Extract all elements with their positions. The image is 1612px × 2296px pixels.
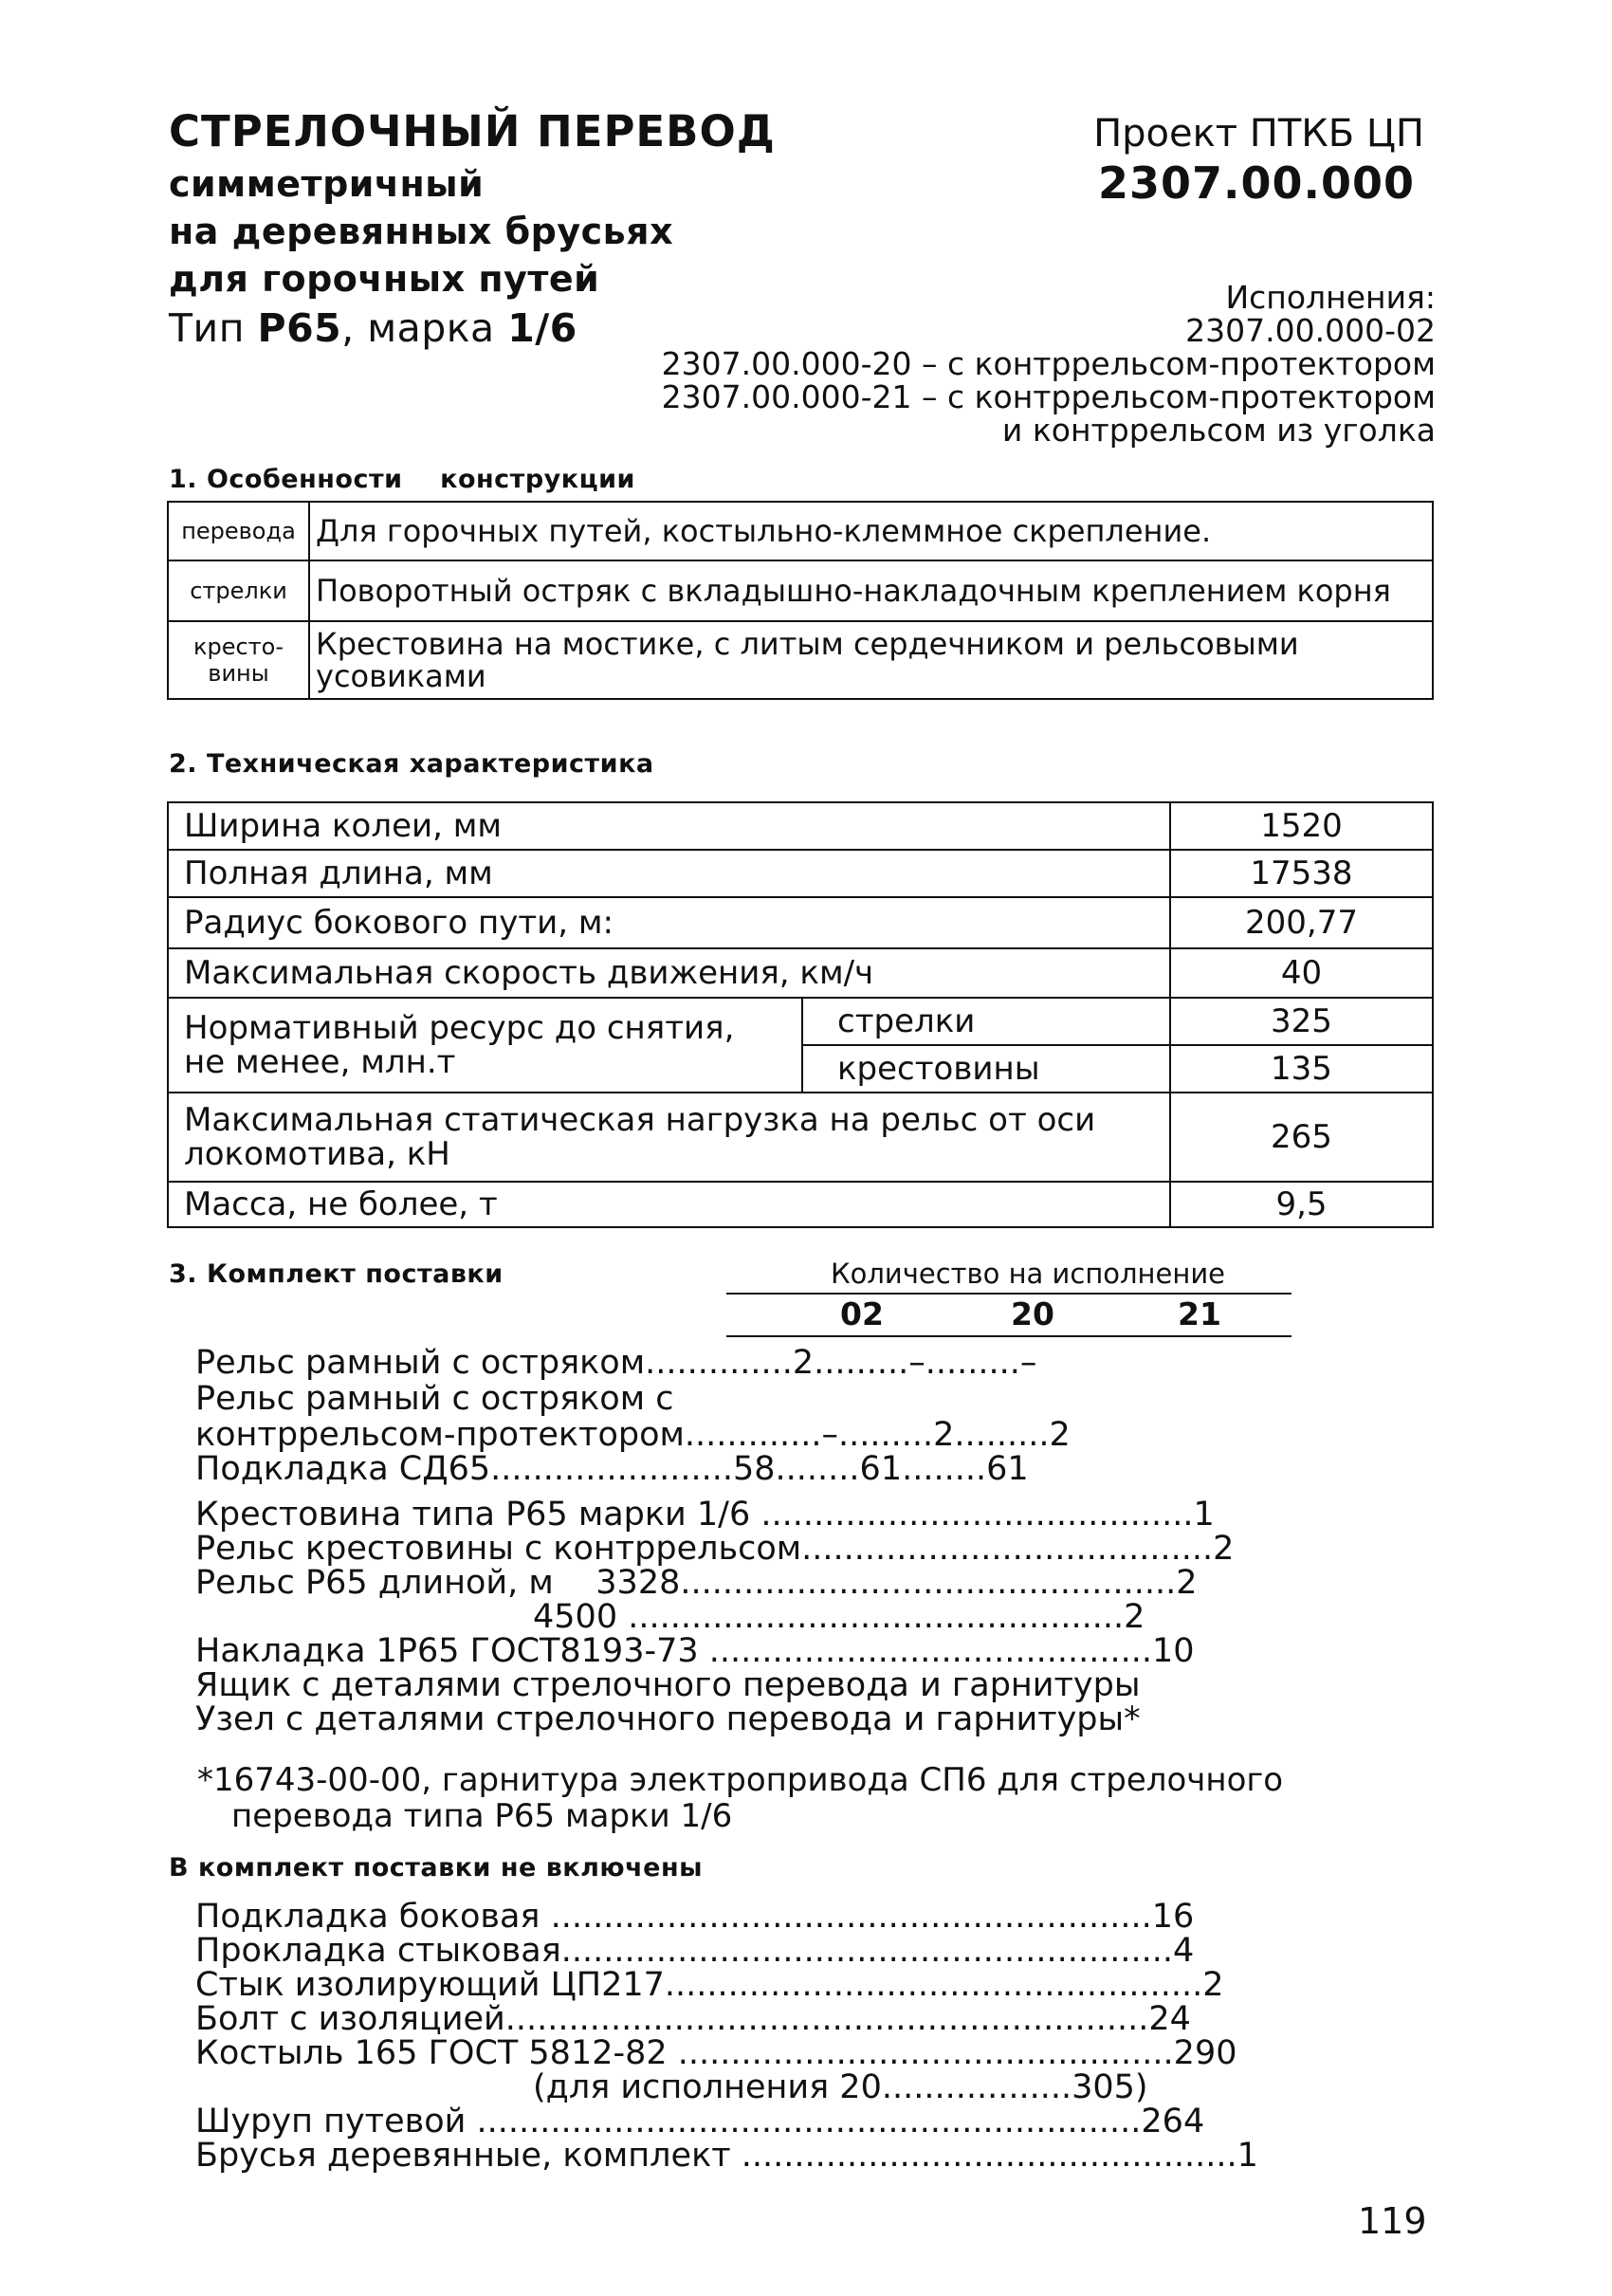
- qty-heading: Количество на исполнение: [831, 1258, 1226, 1290]
- type-prefix: Тип: [169, 305, 258, 351]
- spec-value: 135: [1170, 1045, 1433, 1093]
- spec-value: 1520: [1170, 802, 1433, 850]
- list-item: Накладка 1Р65 ГОСТ8193-73 ..........................................10: [195, 1632, 1195, 1670]
- footnote-line-2: перевода типа Р65 марки 1/6: [231, 1797, 733, 1835]
- spec-row: [168, 802, 1433, 850]
- spec-value: 40: [1170, 948, 1433, 998]
- list-item: 4500 ...............................................2: [195, 1598, 1145, 1636]
- spec-row: [168, 948, 1433, 998]
- variants-block: [662, 281, 1436, 447]
- excluded-item: Брусья деревянные, комплект ...............................................1: [195, 2137, 1258, 2175]
- spec-row: [168, 998, 1433, 1045]
- spec-row: [168, 897, 1433, 948]
- spec-label: Полная длина, мм: [168, 850, 1170, 897]
- excluded-item: Стык изолирующий ЦП217...................................................2: [195, 1966, 1224, 2004]
- feature-text: Для горочных путей, костыльно-клеммное скрепление.: [309, 502, 1433, 560]
- type-mid: , марка: [341, 305, 508, 351]
- list-item: Узел с деталями стрелочного перевода и гарнитуры*: [195, 1700, 1141, 1738]
- spec-value: 325: [1170, 998, 1433, 1045]
- tech-specs-table: [167, 801, 1434, 1228]
- variant-20: 2307.00.000-20 – с контррельсом-протектором: [661, 345, 1436, 382]
- feature-label: перевода: [168, 502, 309, 560]
- spec-label: Ширина колеи, мм: [168, 802, 1170, 850]
- list-item: Рельс рамный с остряком..............2.........–.........–: [195, 1344, 1037, 1382]
- doc-subtitle-2: на деревянных брусьях: [169, 211, 674, 252]
- variant-21: 2307.00.000-21 – с контррельсом-протектором: [661, 378, 1436, 415]
- list-item: Рельс рамный с остряком с: [195, 1380, 674, 1418]
- design-features-table: [167, 501, 1434, 700]
- list-item: контррельсом-протектором.............–.........2.........2: [195, 1416, 1071, 1454]
- excluded-item: Костыль 165 ГОСТ 5812-82 ...............................................290: [195, 2034, 1237, 2072]
- feature-row: [168, 560, 1433, 621]
- qty-divider-top: [726, 1293, 1291, 1295]
- spec-row: [168, 1093, 1433, 1182]
- variant-21-cont: и контррельсом из уголка: [1001, 412, 1436, 449]
- spec-label: Максимальная скорость движения, км/ч: [168, 948, 1170, 998]
- spec-label: Радиус бокового пути, м:: [168, 897, 1170, 948]
- list-item: Подкладка СД65.......................58........61........61: [195, 1450, 1029, 1488]
- spec-sublabel: крестовины: [802, 1045, 1170, 1093]
- qty-col-02: 02: [840, 1295, 884, 1332]
- doc-title: СТРЕЛОЧНЫЙ ПЕРЕВОД: [169, 106, 776, 156]
- page-number: 119: [1358, 2200, 1427, 2242]
- spec-label: Максимальная статическая нагрузка на рельс от оси локомотива, кН: [168, 1093, 1170, 1182]
- project-label: Проект ПТКБ ЦП: [1093, 112, 1424, 156]
- spec-row: [168, 850, 1433, 897]
- feature-text: Крестовина на мостике, с литым сердечником и рельсовыми усовиками: [309, 621, 1433, 699]
- list-item: Рельс Р65 длиной, м 3328...............................................2: [195, 1564, 1198, 1602]
- excluded-item: Болт с изоляцией.............................................................24: [195, 2000, 1191, 2038]
- doc-subtitle-1: симметричный: [169, 163, 485, 205]
- spec-value: 200,77: [1170, 897, 1433, 948]
- feature-text: Поворотный остряк с вкладышно-накладочным креплением корня: [309, 560, 1433, 621]
- doc-type-line: [169, 305, 577, 351]
- excluded-heading: В комплект поставки не включены: [169, 1853, 704, 1883]
- section2-heading: 2. Техническая характеристика: [169, 749, 654, 779]
- feature-row: [168, 502, 1433, 560]
- section3-heading: 3. Комплект поставки: [169, 1259, 504, 1289]
- list-item: Ящик с деталями стрелочного перевода и гарнитуры: [195, 1666, 1141, 1704]
- excluded-item: Прокладка стыковая..........................................................4: [195, 1932, 1195, 1970]
- footnote-line-1: *16743-00-00, гарнитура электропривода СП6 для стрелочного: [197, 1761, 1284, 1799]
- spec-value: 265: [1170, 1093, 1433, 1182]
- excluded-item: Подкладка боковая .........................................................16: [195, 1898, 1195, 1936]
- list-item: Крестовина типа Р65 марки 1/6 .........................................1: [195, 1496, 1215, 1534]
- section1-heading: 1. Особенности конструкции: [169, 465, 635, 494]
- feature-label: кресто- вины: [168, 621, 309, 699]
- type-mark: 1/6: [507, 305, 577, 351]
- variant-02: 2307.00.000-02: [1185, 312, 1436, 349]
- qty-divider-bottom: [726, 1335, 1291, 1337]
- spec-value: 9,5: [1170, 1182, 1433, 1227]
- spec-value: 17538: [1170, 850, 1433, 897]
- spec-label: Нормативный ресурс до снятия, не менее, млн.т: [168, 998, 802, 1093]
- variants-label: Исполнения:: [1225, 279, 1436, 316]
- qty-col-21: 21: [1178, 1295, 1221, 1332]
- excluded-item: Шуруп путевой ...............................................................264: [195, 2103, 1205, 2140]
- feature-label: стрелки: [168, 560, 309, 621]
- feature-row: [168, 621, 1433, 699]
- qty-col-20: 20: [1011, 1295, 1054, 1332]
- type-rail: Р65: [257, 305, 342, 351]
- doc-subtitle-3: для горочных путей: [169, 258, 600, 300]
- excluded-item: (для исполнения 20..................305): [195, 2068, 1148, 2106]
- project-number: 2307.00.000: [1097, 157, 1415, 209]
- spec-sublabel: стрелки: [802, 998, 1170, 1045]
- spec-label: Масса, не более, т: [168, 1182, 1170, 1227]
- spec-row: [168, 1182, 1433, 1227]
- list-item: Рельс крестовины с контррельсом.......................................2: [195, 1530, 1235, 1568]
